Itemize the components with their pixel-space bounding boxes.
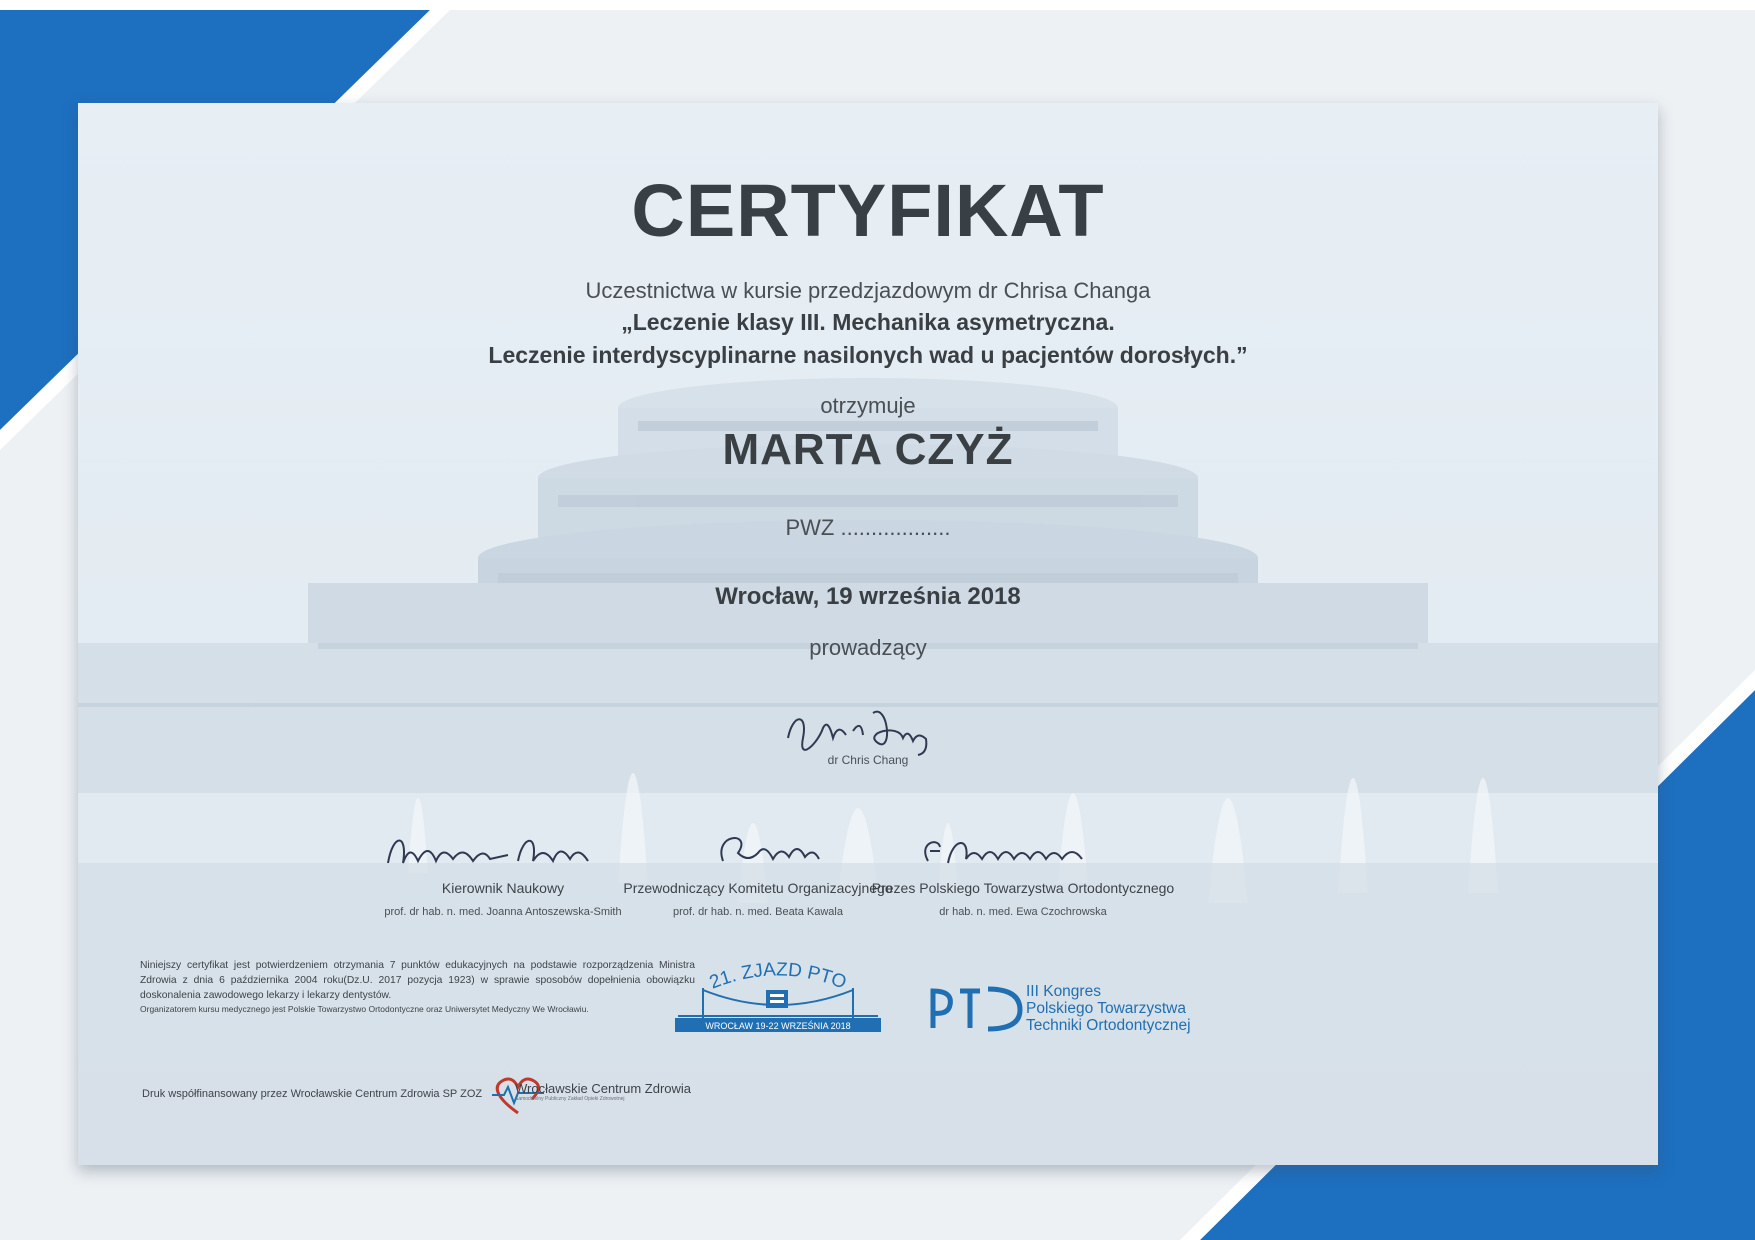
congress-line-2: Polskiego Towarzystwa — [1026, 1000, 1186, 1017]
lead-label: prowadzący — [809, 635, 927, 660]
pto-band-text: WROCŁAW 19-22 WRZEŚNIA 2018 — [705, 1021, 851, 1031]
wcz-logo-text: Wrocławskie Centrum Zdrowia — [515, 1081, 692, 1096]
committee-chair-name: prof. dr hab. n. med. Beata Kawala — [673, 906, 843, 918]
wcz-logo-subtext: Samodzielny Publiczny Zakład Opieki Zdrowotnej — [515, 1096, 625, 1102]
pwz-field: PWZ .................. — [785, 515, 951, 540]
committee-chair-role: Przewodniczący Komitetu Organizacyjnego — [623, 880, 893, 896]
organizer-note: Organizatorem kursu medycznego jest Polskie Towarzystwo Ortodontyczne oraz Uniwersytet Medyczny We Wrocławiu. — [140, 1004, 589, 1014]
congress-text — [1026, 983, 1191, 1034]
certificate-title: CERTYFIKAT — [631, 169, 1105, 252]
course-intro: Uczestnictwa w kursie przedzjazdowym dr Chrisa Changa — [585, 278, 1151, 303]
ptto-logo-mark — [928, 983, 1023, 1033]
credits-note: Niniejszy certyfikat jest potwierdzeniem otrzymania 7 punktów edukacyjnych na podstawie rozporządzenia Ministra Zdrowia z dnia 6 października 2004 roku(Dz.U. 2017 pozycja 1923) w sprawie sposobów dopełnienia obowiązku doskonalenia zawodowego lekarzy i lekarzy dentystów. — [140, 960, 695, 1001]
course-title-line-2: Leczenie interdyscyplinarne nasilonych wad u pacjentów dorosłych.” — [488, 342, 1248, 368]
pto-congress-logo — [673, 958, 883, 1038]
scientific-head-name: prof. dr hab. n. med. Joanna Antoszewska-Smith — [384, 906, 622, 918]
pto-arc-text: 21. ZJAZD PTO — [706, 959, 850, 994]
place-and-date: Wrocław, 19 września 2018 — [715, 583, 1021, 610]
scientific-head-role: Kierownik Naukowy — [441, 880, 565, 896]
lead-name: dr Chris Chang — [827, 753, 909, 767]
signature-block-society-president — [858, 823, 1188, 918]
society-president-signature — [858, 823, 1188, 871]
print-cofinancing-note: Druk współfinansowany przez Wrocławskie Centrum Zdrowia SP ZOZ — [142, 1088, 483, 1100]
society-president-role: Prezes Polskiego Towarzystwa Ortodontycznego — [871, 880, 1175, 896]
recipient-name: MARTA CZYŻ — [722, 425, 1014, 474]
congress-line-3: Techniki Ortodontycznej — [1026, 1017, 1191, 1034]
society-president-name: dr hab. n. med. Ewa Czochrowska — [939, 906, 1107, 918]
congress-line-1: III Kongres — [1026, 983, 1101, 1000]
course-title-line-1: „Leczenie klasy III. Mechanika asymetryczna. — [621, 309, 1115, 335]
certificate-footnote — [140, 958, 695, 1016]
receives-label: otrzymuje — [820, 393, 916, 418]
svg-text:21. ZJAZD PTO — [707, 959, 849, 993]
certificate-sheet — [0, 10, 1755, 1240]
certificate-card — [78, 103, 1658, 1165]
